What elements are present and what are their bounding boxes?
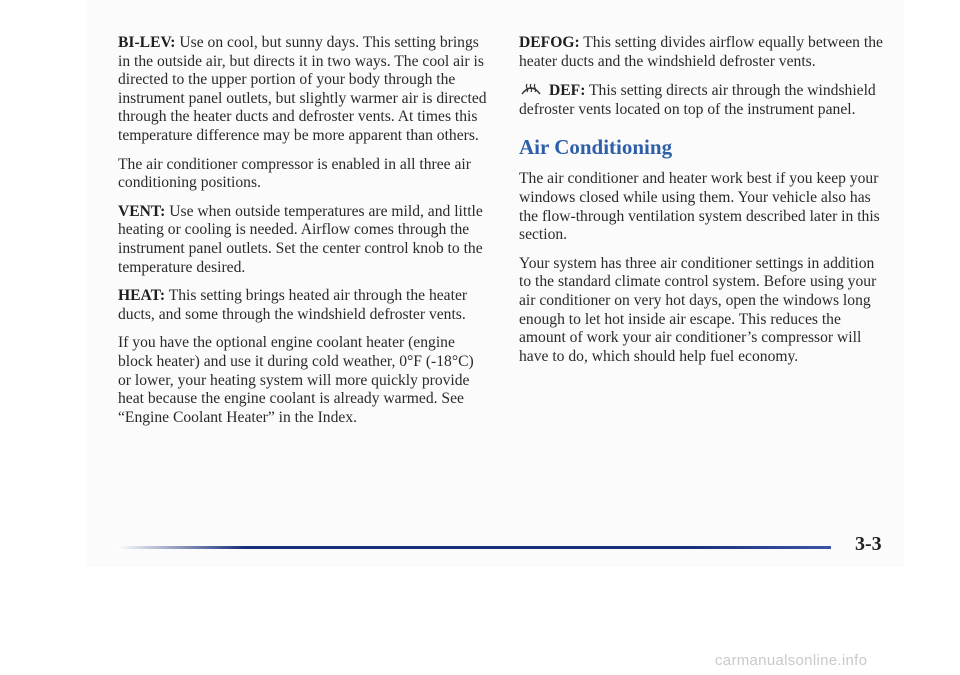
def-term: DEF:	[549, 82, 586, 100]
heat-text: This setting brings heated air through the heater ducts, and some through the windshield defroster vents.	[118, 287, 468, 323]
watermark: carmanualsonline.info	[715, 652, 868, 669]
bi-lev-paragraph	[118, 34, 490, 146]
bi-lev-text: Use on cool, but sunny days. This setting brings in the outside air, but directs it in two ways. The cool air is directed to the upper portion of your body through the instrument panel outlets, but slightly warmer air is directed through the heater ducts and defroster vents. At times this temperature difference may be more apparent than others.	[118, 34, 487, 144]
right-column	[519, 34, 883, 376]
defroster-icon	[519, 81, 543, 97]
compressor-note: The air conditioner compressor is enabled in all three air conditioning positions.	[118, 155, 471, 192]
left-column	[118, 34, 490, 437]
def-text: This setting directs air through the windshield defroster vents located on top of the instrument panel.	[519, 82, 876, 118]
vent-paragraph	[118, 203, 490, 277]
section-heading-air-conditioning: Air Conditioning	[519, 135, 673, 160]
vent-text: Use when outside temperatures are mild, and little heating or cooling is needed. Airflow comes through the instrument panel outlets. Set the center control knob to the temperature desired.	[118, 202, 483, 276]
defog-paragraph	[519, 34, 883, 71]
footer-rule	[116, 546, 831, 549]
defog-term: DEFOG:	[519, 34, 580, 51]
defog-text: This setting divides airflow equally between the heater ducts and the windshield defroster vents.	[519, 34, 883, 70]
coolant-note: If you have the optional engine coolant heater (engine block heater) and use it during cold weather, 0°F (-18°C) or lower, your heating system will more quickly provide heat because the engine coolant is already warmed. See “Engine Coolant Heater” in the Index.	[118, 334, 474, 426]
heat-paragraph	[118, 287, 490, 324]
page-number: 3-3	[855, 533, 882, 555]
ac-paragraph-2: Your system has three air conditioner settings in addition to the standard climate control system. Before using your air conditioner on very hot days, open the windows long enough to let hot inside air escape. This reduces the amount of work your air conditioner’s compressor will have to do, which should help fuel economy.	[519, 254, 877, 365]
heat-term: HEAT:	[118, 287, 166, 305]
def-paragraph	[519, 81, 883, 119]
ac-paragraph-1: The air conditioner and heater work best if you keep your windows closed while using them. Your vehicle also has the flow-through ventilation system described later in this section.	[519, 170, 880, 244]
bi-lev-term: BI-LEV:	[118, 34, 176, 51]
vent-term: VENT:	[118, 202, 166, 220]
